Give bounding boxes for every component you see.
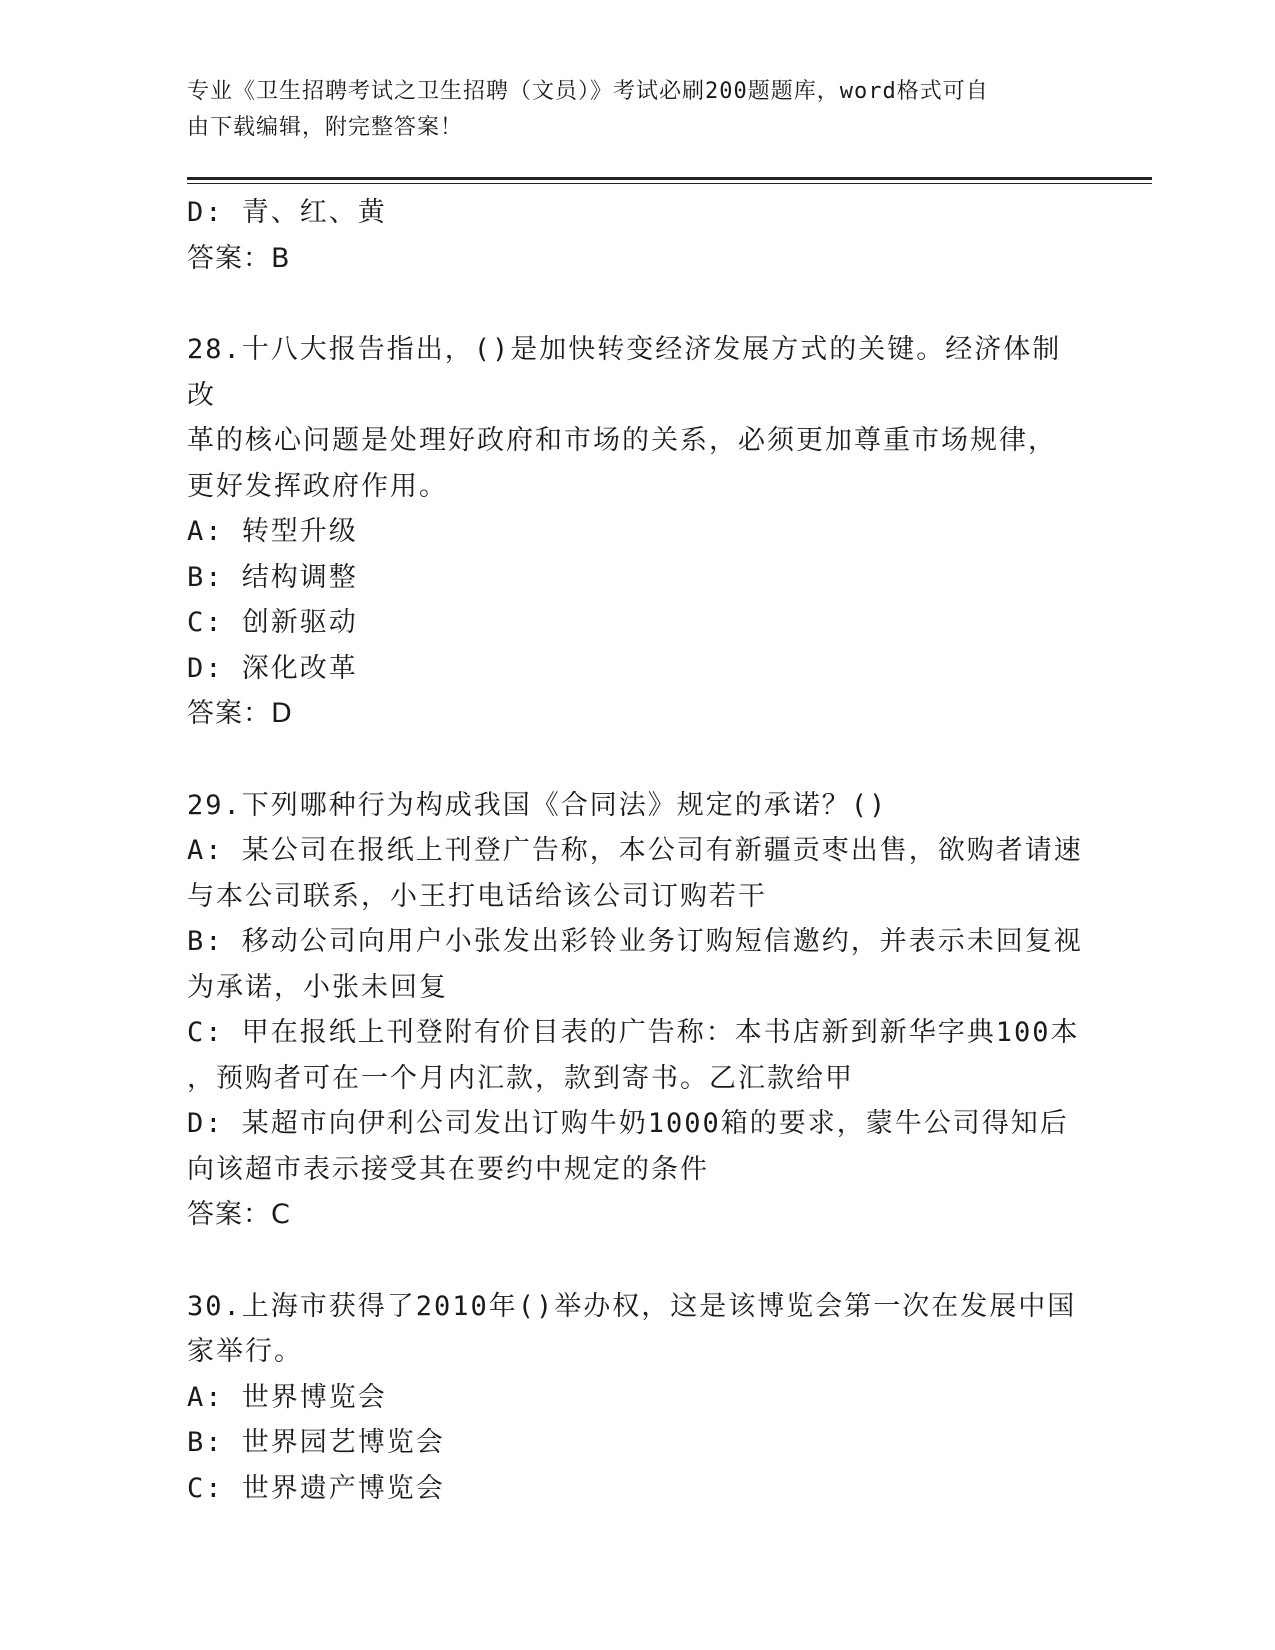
question-28 [187,327,1087,737]
question-content [187,190,1087,1511]
question-28-stem-line-3: 更好发挥政府作用。 [187,470,448,502]
prev-option-d: D: 青、红、黄 [187,197,387,228]
question-28-option-d: D: 深化改革 [187,652,358,684]
question-29-option-b-line-1: B: 移动公司向用户小张发出彩铃业务订购短信邀约，并表示未回复视 [187,926,1083,957]
question-29-option-b-line-2: 为承诺，小张未回复 [187,971,448,1003]
question-29-option-a-line-2: 与本公司联系，小王打电话给该公司订购若干 [187,880,767,912]
question-29-option-c-line-2: ，预购者可在一个月内汇款，款到寄书。乙汇款给甲 [187,1062,854,1094]
question-28-option-b: B: 结构调整 [187,561,358,593]
question-29 [187,783,1087,1238]
spacer [187,281,1087,327]
question-30-stem-line-2: 家举行。 [187,1336,303,1367]
question-29-option-c-line-1: C: 甲在报纸上刊登附有价目表的广告称：本书店新到新华字典100本 [187,1017,1080,1048]
question-29-option-a-line-1: A: 某公司在报纸上刊登广告称，本公司有新疆贡枣出售，欲购者请速 [187,835,1083,866]
question-30-stem-line-1: 30.上海市获得了2010年()举办权，这是该博览会第一次在发展中国 [187,1290,1077,1322]
prev-answer: 答案：B [187,242,291,274]
question-30 [187,1284,1087,1512]
question-30-option-b: B: 世界园艺博览会 [187,1427,445,1458]
header-line-2: 由下载编辑，附完整答案！ [187,115,464,140]
spacer [187,1238,1087,1284]
document-header [187,74,1067,146]
question-29-stem: 29.下列哪种行为构成我国《合同法》规定的承诺？() [187,789,888,821]
question-28-answer: 答案：D [187,698,293,729]
question-29-answer: 答案：C [187,1199,291,1230]
header-rule-thick [187,177,1152,180]
question-28-stem-line-1: 28.十八大报告指出，()是加快转变经济发展方式的关键。经济体制改 [187,334,1062,411]
header-line-1: 专业《卫生招聘考试之卫生招聘（文员）》考试必刷200题题库，word格式可自 [187,79,989,104]
question-29-option-d-line-2: 向该超市表示接受其在要约中规定的条件 [187,1153,709,1185]
question-30-option-c: C: 世界遗产博览会 [187,1472,445,1504]
header-rule-thin [187,183,1152,184]
question-28-option-a: A: 转型升级 [187,516,358,547]
question-30-option-a: A: 世界博览会 [187,1381,387,1413]
question-28-stem-line-2: 革的核心问题是处理好政府和市场的关系，必须更加尊重市场规律， [187,425,1057,456]
spacer [187,737,1087,783]
question-29-option-d-line-1: D: 某超市向伊利公司发出订购牛奶1000箱的要求，蒙牛公司得知后 [187,1108,1069,1139]
question-28-option-c: C: 创新驱动 [187,607,358,638]
